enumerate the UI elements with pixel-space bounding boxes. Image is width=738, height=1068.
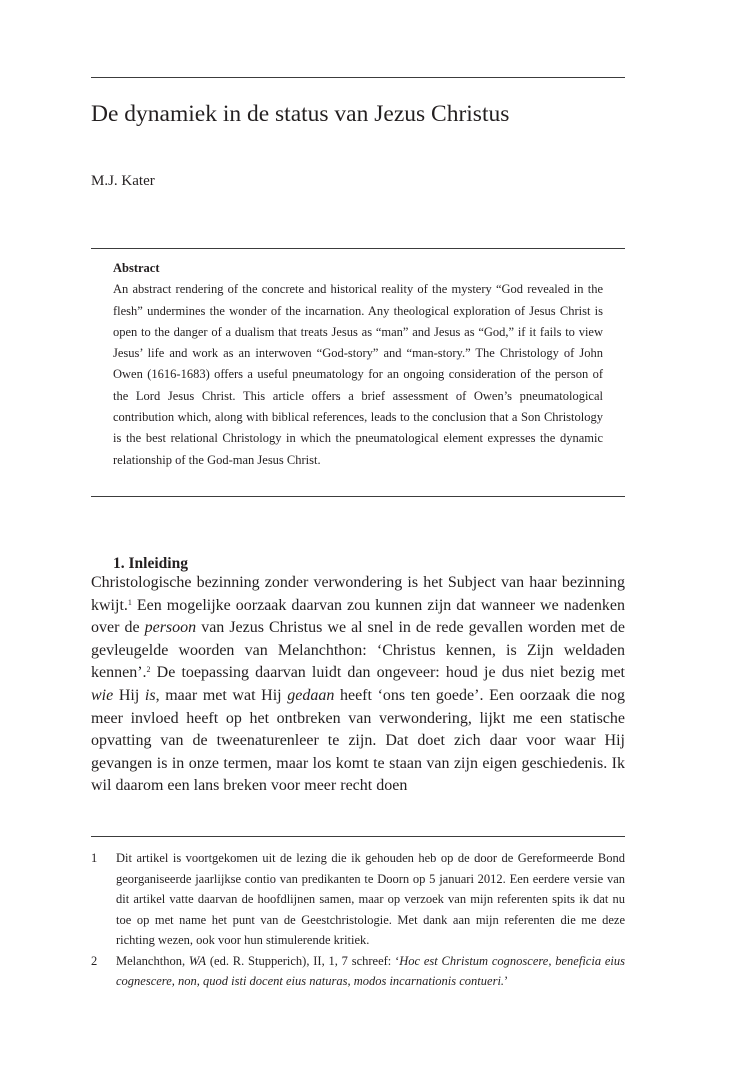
emphasis-persoon: persoon: [144, 619, 197, 637]
sentence-3b: Hij: [113, 686, 145, 704]
footnote-number: 1: [91, 851, 98, 865]
emphasis-gedaan: gedaan: [287, 686, 335, 704]
sentence-3a: De toepassing daarvan luidt dan ongeveer: houd je dus niet bezig met: [150, 664, 625, 682]
abstract-heading: Abstract: [113, 261, 160, 275]
sentence-3c: , maar met wat Hij: [155, 686, 288, 704]
body-paragraph: [91, 572, 625, 798]
emphasis-wie: wie: [91, 686, 114, 704]
abstract-bottom-rule: [91, 496, 625, 497]
footnote-latin-quote: Hoc est Christum cognoscere, beneficia eius cognescere, non, quod isti docent eius naturas, modos incarnationis contueri.: [116, 953, 625, 988]
emphasis-is: is: [144, 686, 156, 704]
sentence-3d: heeft ‘ons ten goede’. Een oorzaak die nog meer invloed heeft op het ontbreken van verwondering, lijkt me een statische opvatting van de tweenaturenleer te zijn. Dat doet zich daar voor waar Hij gevangen is in onze termen, maar los komt te staan van zijn eigen geschiedenis. Ik wil daarom een lans breken voor meer recht doen: [91, 686, 625, 795]
sentence-2a: Een mogelijke oorzaak daarvan zou kunnen zijn dat wanneer we nadenken over de: [91, 596, 625, 637]
footnote-rule: [91, 836, 625, 837]
sentence-2b: van Jezus Christus we al snel in de rede gevallen worden met de gevleugelde woorden van Melanchthon: ‘Christus kennen, is Zijn weldaden kennen’.: [91, 619, 625, 682]
abstract-text: An abstract rendering of the concrete and historical reality of the mystery “God revealed in the flesh” undermines the wonder of the incarnation. Any theological exploration of Jesus Christ is open to the danger of a dualism that treats Jesus as “man” and Jesus as “God,” if it fails to view Jesus’ life and work as an interwoven “God-story” and “man-story.” The Christology of John Owen (1616-1683) offers a useful pneumatology for an ongoing consideration of the person of the Lord Jesus Christ. This article offers a brief assessment of Owen’s pneumatological contribution which, along with biblical references, leads to the conclusion that a Son Christology is the best relational Christology in which the pneumatological element expresses the dynamic relationship of the God-man Jesus Christ.: [113, 282, 603, 467]
footnote-number: 2: [91, 953, 98, 968]
footnote-ref-1[interactable]: 1: [127, 597, 132, 607]
footnotes: [91, 848, 625, 992]
section-body: [91, 572, 625, 798]
author-name: M.J. Kater: [91, 173, 155, 189]
footnote-text-b: (ed. R. Stupperich), II, 1, 7 schreef: ‘: [206, 953, 400, 968]
section-heading: 1. Inleiding: [113, 555, 188, 572]
footnote-text-c: ’: [504, 974, 509, 988]
sentence-1: Christologische bezinning zonder verwondering is het Subject van haar bezinning kwijt.: [91, 574, 625, 614]
top-rule: [91, 77, 625, 78]
footnote-emphasis-wa: WA: [188, 953, 207, 968]
footnote-text: Dit artikel is voortgekomen uit de lezing die ik gehouden heb op de door de Gereformeerde Bond georganiseerde jaarlijkse contio van predikanten te Doorn op 5 januari 2012. Een eerdere versie van dit artikel vatte daarvan de hoofdlijnen samen, maar op verzoek van mijn referenten spits ik dat nu toe op met name het punt van de Geestchristologie. Met dank aan mijn referenten die me deze richting wezen, ook voor hun stimulerende kritiek.: [116, 851, 625, 947]
footnote-2: [91, 951, 625, 992]
footnote-ref-2[interactable]: 2: [146, 665, 151, 675]
footnote-1: [91, 848, 625, 951]
abstract-top-rule: [91, 248, 625, 249]
article-title: De dynamiek in de status van Jezus Christus: [91, 101, 510, 127]
abstract-block: [113, 258, 603, 471]
footnote-text-a: Melanchthon,: [116, 953, 189, 968]
